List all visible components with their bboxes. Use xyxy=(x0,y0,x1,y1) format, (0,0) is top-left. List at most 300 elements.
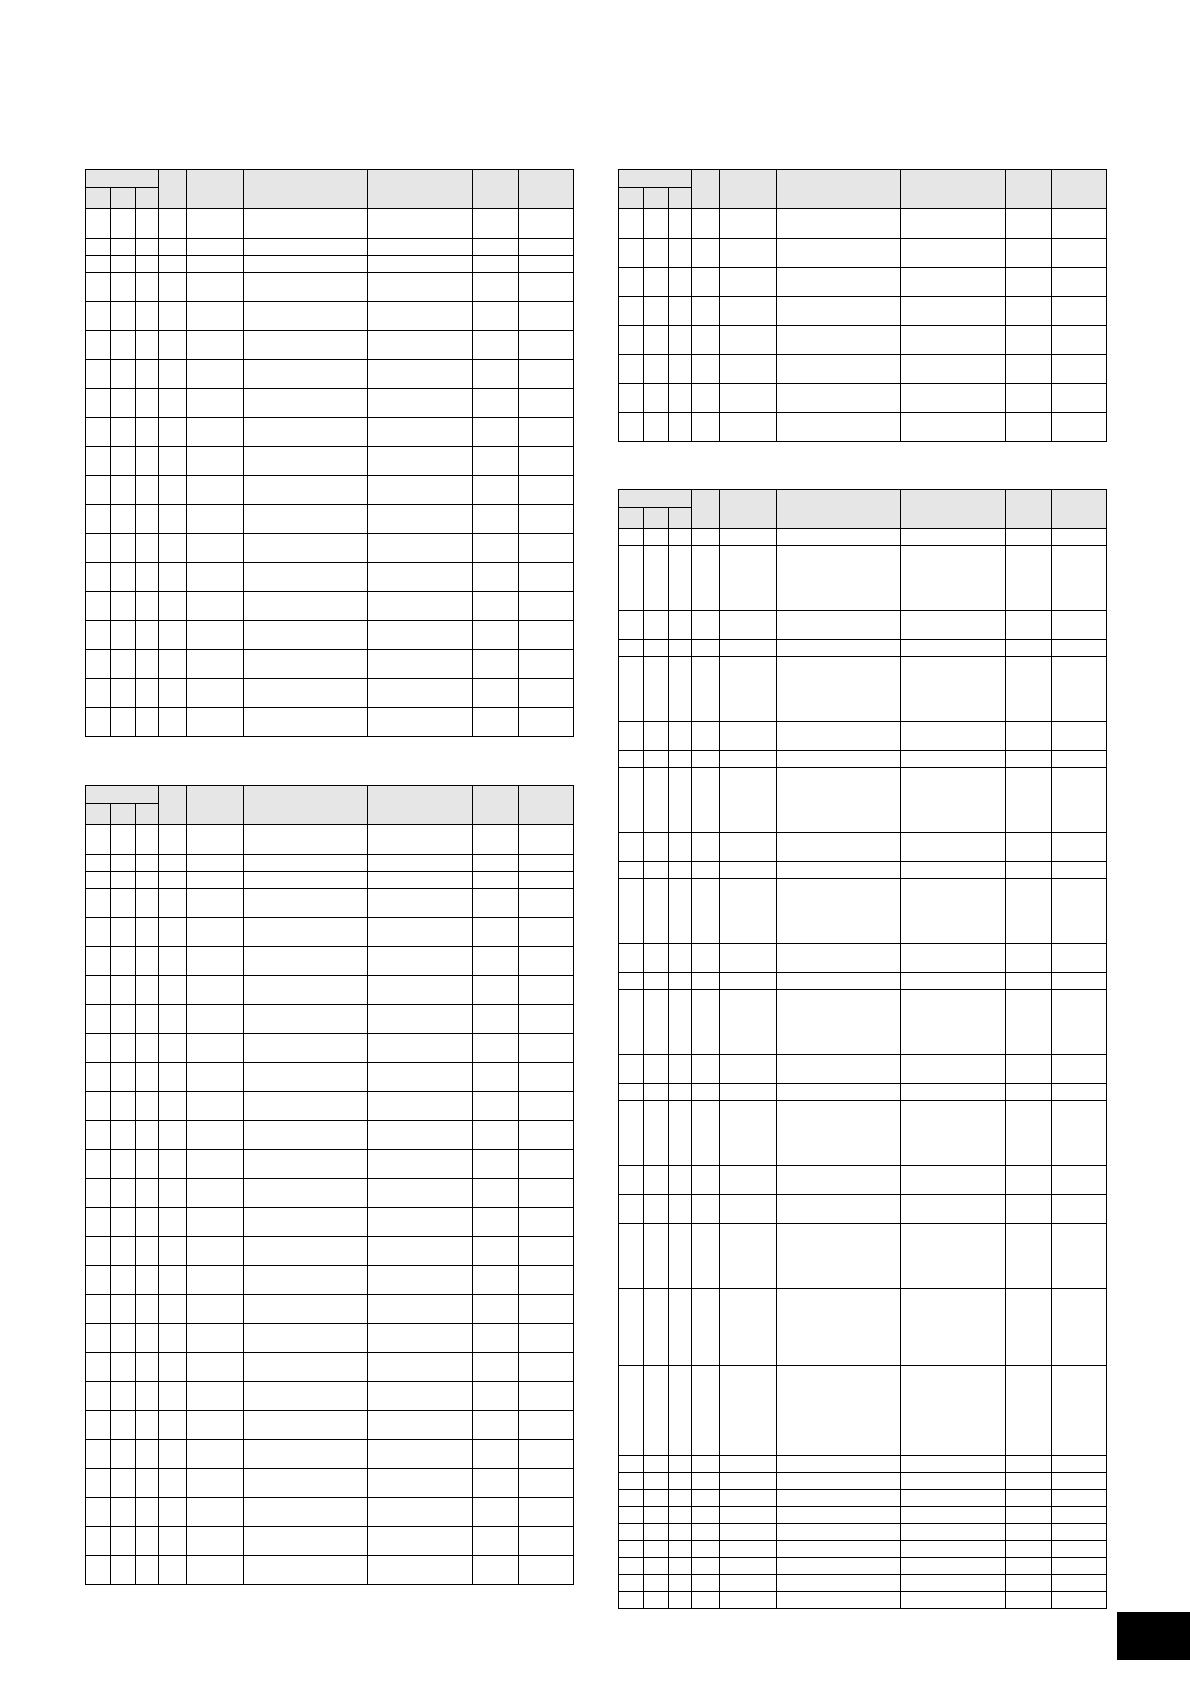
table-cell xyxy=(619,1473,644,1490)
parameter-table-d xyxy=(618,489,1107,1609)
table-cell xyxy=(519,650,574,679)
table-cell xyxy=(669,1224,692,1289)
table-row xyxy=(86,331,574,360)
table-cell xyxy=(159,1034,187,1063)
table-row xyxy=(619,1541,1107,1558)
table-body xyxy=(619,529,1107,1609)
table-cell xyxy=(901,1366,1006,1456)
table-cell xyxy=(136,1034,159,1063)
table-cell xyxy=(901,384,1006,413)
table-cell xyxy=(368,302,473,331)
table-cell xyxy=(1006,973,1052,990)
table-cell xyxy=(720,529,777,546)
table-cell xyxy=(669,1055,692,1084)
table-cell xyxy=(159,209,187,239)
table-cell xyxy=(86,1208,111,1237)
table-cell xyxy=(519,1498,574,1527)
table-cell xyxy=(136,1005,159,1034)
table-cell xyxy=(368,1150,473,1179)
table-cell xyxy=(644,640,669,657)
table-cell xyxy=(1052,1473,1107,1490)
table-cell xyxy=(1006,640,1052,657)
table-cell xyxy=(111,947,136,976)
table-cell xyxy=(244,1237,368,1266)
header-cell-group xyxy=(86,786,159,804)
table-cell xyxy=(473,1498,519,1527)
table-cell xyxy=(473,825,519,855)
table-cell xyxy=(1052,297,1107,326)
table-cell xyxy=(644,879,669,944)
table-cell xyxy=(692,1473,720,1490)
table-cell xyxy=(244,1092,368,1121)
table-row xyxy=(86,889,574,918)
table-cell xyxy=(669,944,692,973)
table-cell xyxy=(111,889,136,918)
table-cell xyxy=(368,976,473,1005)
table-cell xyxy=(692,1101,720,1166)
table-cell xyxy=(473,447,519,476)
table-cell xyxy=(86,1092,111,1121)
table-cell xyxy=(720,297,777,326)
table-cell xyxy=(519,1353,574,1382)
table-cell xyxy=(519,418,574,447)
table-cell xyxy=(669,1524,692,1541)
table-cell xyxy=(187,331,244,360)
table-cell xyxy=(368,947,473,976)
table-cell xyxy=(1006,1490,1052,1507)
table-cell xyxy=(519,1556,574,1585)
table-cell xyxy=(368,1382,473,1411)
table-cell xyxy=(244,1150,368,1179)
table-cell xyxy=(368,1005,473,1034)
table-cell xyxy=(692,611,720,640)
table-row xyxy=(86,239,574,256)
table-cell xyxy=(244,621,368,650)
table-cell xyxy=(368,1411,473,1440)
table-cell xyxy=(368,256,473,273)
table-cell xyxy=(644,1055,669,1084)
table-cell xyxy=(777,657,901,722)
table-row xyxy=(86,918,574,947)
table-cell xyxy=(644,1541,669,1558)
table-row xyxy=(619,833,1107,862)
table-cell xyxy=(473,1121,519,1150)
table-cell xyxy=(692,239,720,268)
table-cell xyxy=(136,331,159,360)
table-cell xyxy=(692,546,720,611)
table-cell xyxy=(692,1592,720,1609)
table-cell xyxy=(720,413,777,442)
table-cell xyxy=(368,239,473,256)
table-cell xyxy=(519,1034,574,1063)
table-cell xyxy=(619,209,644,239)
table-cell xyxy=(1052,1055,1107,1084)
table-cell xyxy=(368,1121,473,1150)
table-cell xyxy=(1052,657,1107,722)
table-cell xyxy=(136,1208,159,1237)
table-cell xyxy=(187,476,244,505)
table-cell xyxy=(136,872,159,889)
table-cell xyxy=(777,209,901,239)
table-row xyxy=(619,1366,1107,1456)
table-cell xyxy=(86,855,111,872)
table-cell xyxy=(619,268,644,297)
table-cell xyxy=(720,1473,777,1490)
table-cell xyxy=(473,650,519,679)
table-cell xyxy=(244,239,368,256)
table-cell xyxy=(111,331,136,360)
header-cell-group xyxy=(619,170,692,188)
table-cell xyxy=(473,563,519,592)
table-cell xyxy=(1052,355,1107,384)
table-cell xyxy=(644,1490,669,1507)
table-cell xyxy=(1006,722,1052,751)
table-cell xyxy=(159,563,187,592)
table-cell xyxy=(136,418,159,447)
table-cell xyxy=(159,825,187,855)
table-cell xyxy=(692,384,720,413)
table-cell xyxy=(473,360,519,389)
table-cell xyxy=(720,640,777,657)
table-cell xyxy=(777,1289,901,1366)
table-cell xyxy=(644,239,669,268)
table-cell xyxy=(1006,1524,1052,1541)
table-cell xyxy=(473,209,519,239)
table-cell xyxy=(136,1237,159,1266)
table-cell xyxy=(187,1092,244,1121)
table-cell xyxy=(136,534,159,563)
table-cell xyxy=(86,331,111,360)
table-cell xyxy=(86,418,111,447)
table-cell xyxy=(159,418,187,447)
table-cell xyxy=(644,1084,669,1101)
table-cell xyxy=(111,1179,136,1208)
table-cell xyxy=(244,1556,368,1585)
table-cell xyxy=(1006,239,1052,268)
table-cell xyxy=(692,751,720,768)
table-row xyxy=(86,534,574,563)
table-cell xyxy=(519,505,574,534)
table-cell xyxy=(136,947,159,976)
table-cell xyxy=(159,534,187,563)
table-cell xyxy=(1052,722,1107,751)
table-cell xyxy=(368,476,473,505)
table-cell xyxy=(159,679,187,708)
table-cell xyxy=(244,534,368,563)
table-cell xyxy=(244,708,368,737)
table-cell xyxy=(473,1411,519,1440)
table-cell xyxy=(644,326,669,355)
table-cell xyxy=(86,1556,111,1585)
table-cell xyxy=(1006,1507,1052,1524)
table-cell xyxy=(1052,1084,1107,1101)
table-cell xyxy=(86,918,111,947)
table-row xyxy=(86,708,574,737)
table-cell xyxy=(777,1166,901,1195)
table-cell xyxy=(692,1166,720,1195)
table-row xyxy=(619,768,1107,833)
table-row xyxy=(619,751,1107,768)
table-cell xyxy=(473,389,519,418)
table-cell xyxy=(1052,413,1107,442)
table-cell xyxy=(244,918,368,947)
table-cell xyxy=(244,1208,368,1237)
table-cell xyxy=(368,872,473,889)
table-cell xyxy=(669,413,692,442)
table-cell xyxy=(368,1353,473,1382)
table-cell xyxy=(86,1469,111,1498)
table-cell xyxy=(159,1324,187,1353)
table-cell xyxy=(777,1524,901,1541)
table-cell xyxy=(244,1498,368,1527)
table-cell xyxy=(901,640,1006,657)
table-cell xyxy=(692,1524,720,1541)
table-cell xyxy=(901,990,1006,1055)
table-cell xyxy=(777,268,901,297)
table-cell xyxy=(368,1295,473,1324)
table-cell xyxy=(720,1456,777,1473)
table-cell xyxy=(901,973,1006,990)
table-cell xyxy=(136,679,159,708)
table-cell xyxy=(519,679,574,708)
header-cell xyxy=(1006,170,1052,209)
table-cell xyxy=(901,1224,1006,1289)
table-cell xyxy=(619,973,644,990)
table-cell xyxy=(519,302,574,331)
table-cell xyxy=(1052,973,1107,990)
table-row xyxy=(86,476,574,505)
header-subcell xyxy=(86,188,111,209)
table-cell xyxy=(111,1034,136,1063)
table-cell xyxy=(519,1469,574,1498)
table-cell xyxy=(86,1063,111,1092)
table-cell xyxy=(692,1195,720,1224)
table-cell xyxy=(368,273,473,302)
table-cell xyxy=(692,297,720,326)
table-cell xyxy=(1052,862,1107,879)
table-cell xyxy=(368,505,473,534)
table-cell xyxy=(1052,640,1107,657)
parameter-table-c xyxy=(618,169,1107,442)
table-cell xyxy=(159,947,187,976)
table-cell xyxy=(368,1179,473,1208)
table-cell xyxy=(720,1101,777,1166)
table-cell xyxy=(777,640,901,657)
table-row xyxy=(619,1166,1107,1195)
table-cell xyxy=(692,1507,720,1524)
table-cell xyxy=(111,447,136,476)
table-cell xyxy=(644,1592,669,1609)
table-cell xyxy=(777,1507,901,1524)
table-cell xyxy=(111,918,136,947)
header-cell xyxy=(692,170,720,209)
table-cell xyxy=(901,1084,1006,1101)
table-cell xyxy=(644,384,669,413)
table-cell xyxy=(519,1382,574,1411)
header-cell xyxy=(777,170,901,209)
table-cell xyxy=(159,1005,187,1034)
table-cell xyxy=(619,611,644,640)
table-cell xyxy=(644,751,669,768)
table-cell xyxy=(901,413,1006,442)
table-cell xyxy=(368,1208,473,1237)
table-cell xyxy=(244,418,368,447)
table-cell xyxy=(473,872,519,889)
table-cell xyxy=(473,331,519,360)
table-cell xyxy=(136,855,159,872)
table-cell xyxy=(1052,529,1107,546)
table-cell xyxy=(136,1179,159,1208)
table-cell xyxy=(1052,1456,1107,1473)
table-cell xyxy=(644,1507,669,1524)
table-cell xyxy=(136,592,159,621)
table-cell xyxy=(368,918,473,947)
table-cell xyxy=(669,384,692,413)
table-cell xyxy=(777,384,901,413)
table-cell xyxy=(619,768,644,833)
table-cell xyxy=(777,944,901,973)
table-cell xyxy=(519,1063,574,1092)
table-cell xyxy=(111,534,136,563)
table-cell xyxy=(519,1237,574,1266)
table-cell xyxy=(1052,751,1107,768)
table-cell xyxy=(619,657,644,722)
table-cell xyxy=(86,1266,111,1295)
table-cell xyxy=(1006,1456,1052,1473)
header-cell xyxy=(1052,170,1107,209)
table-cell xyxy=(159,708,187,737)
table-cell xyxy=(86,360,111,389)
table-cell xyxy=(86,1382,111,1411)
table-cell xyxy=(86,1121,111,1150)
table-cell xyxy=(136,1353,159,1382)
table-row xyxy=(619,1490,1107,1507)
table-cell xyxy=(86,872,111,889)
table-cell xyxy=(473,1324,519,1353)
table-cell xyxy=(159,1121,187,1150)
table-row xyxy=(619,1084,1107,1101)
table-row xyxy=(619,657,1107,722)
table-cell xyxy=(519,621,574,650)
table-cell xyxy=(901,862,1006,879)
table-cell xyxy=(1006,355,1052,384)
table-row xyxy=(619,297,1107,326)
table-cell xyxy=(1052,611,1107,640)
table-cell xyxy=(136,360,159,389)
table-cell xyxy=(244,1034,368,1063)
table-cell xyxy=(187,1556,244,1585)
table-cell xyxy=(159,302,187,331)
table-cell xyxy=(720,1541,777,1558)
table-cell xyxy=(619,879,644,944)
table-cell xyxy=(901,529,1006,546)
table-header xyxy=(86,170,574,209)
table-cell xyxy=(901,355,1006,384)
table-cell xyxy=(692,326,720,355)
table-cell xyxy=(244,505,368,534)
table-cell xyxy=(244,1527,368,1556)
table-cell xyxy=(86,1179,111,1208)
table-cell xyxy=(187,679,244,708)
table-cell xyxy=(1006,944,1052,973)
table-cell xyxy=(901,751,1006,768)
table-cell xyxy=(1006,751,1052,768)
table-cell xyxy=(777,722,901,751)
table-cell xyxy=(86,1295,111,1324)
table-cell xyxy=(111,389,136,418)
header-cell-group xyxy=(619,490,692,508)
table-cell xyxy=(1006,209,1052,239)
table-cell xyxy=(111,302,136,331)
table-row xyxy=(86,1063,574,1092)
table-cell xyxy=(1006,546,1052,611)
table-cell xyxy=(244,1005,368,1034)
table-cell xyxy=(86,1237,111,1266)
table-cell xyxy=(1052,990,1107,1055)
table-cell xyxy=(669,297,692,326)
table-cell xyxy=(187,256,244,273)
table-cell xyxy=(111,1063,136,1092)
table-cell xyxy=(473,592,519,621)
table-cell xyxy=(111,418,136,447)
table-row xyxy=(86,621,574,650)
table-cell xyxy=(777,326,901,355)
table-cell xyxy=(187,872,244,889)
table-cell xyxy=(1052,1507,1107,1524)
table-cell xyxy=(368,825,473,855)
table-cell xyxy=(244,273,368,302)
table-cell xyxy=(644,1524,669,1541)
table-cell xyxy=(368,889,473,918)
table-cell xyxy=(473,1266,519,1295)
table-cell xyxy=(692,657,720,722)
table-cell xyxy=(86,1498,111,1527)
table-cell xyxy=(519,1179,574,1208)
table-cell xyxy=(777,1592,901,1609)
table-cell xyxy=(901,1490,1006,1507)
table-cell xyxy=(136,256,159,273)
table-cell xyxy=(1052,1490,1107,1507)
table-cell xyxy=(901,1101,1006,1166)
table-cell xyxy=(368,1469,473,1498)
table-cell xyxy=(720,973,777,990)
table-cell xyxy=(777,990,901,1055)
table-cell xyxy=(136,1382,159,1411)
table-row xyxy=(86,1411,574,1440)
header-cell xyxy=(159,170,187,209)
table-cell xyxy=(368,360,473,389)
table-cell xyxy=(187,239,244,256)
table-cell xyxy=(619,546,644,611)
table-cell xyxy=(644,297,669,326)
table-cell xyxy=(644,862,669,879)
table-row xyxy=(86,1353,574,1382)
table-cell xyxy=(111,708,136,737)
table-row xyxy=(86,1498,574,1527)
header-cell xyxy=(368,786,473,825)
table-cell xyxy=(187,1034,244,1063)
table-cell xyxy=(136,1324,159,1353)
table-cell xyxy=(692,1490,720,1507)
table-cell xyxy=(519,360,574,389)
table-cell xyxy=(187,447,244,476)
table-row xyxy=(619,990,1107,1055)
table-cell xyxy=(244,592,368,621)
table-cell xyxy=(1006,879,1052,944)
table-cell xyxy=(901,1456,1006,1473)
table-cell xyxy=(1006,1575,1052,1592)
table-cell xyxy=(1006,1592,1052,1609)
